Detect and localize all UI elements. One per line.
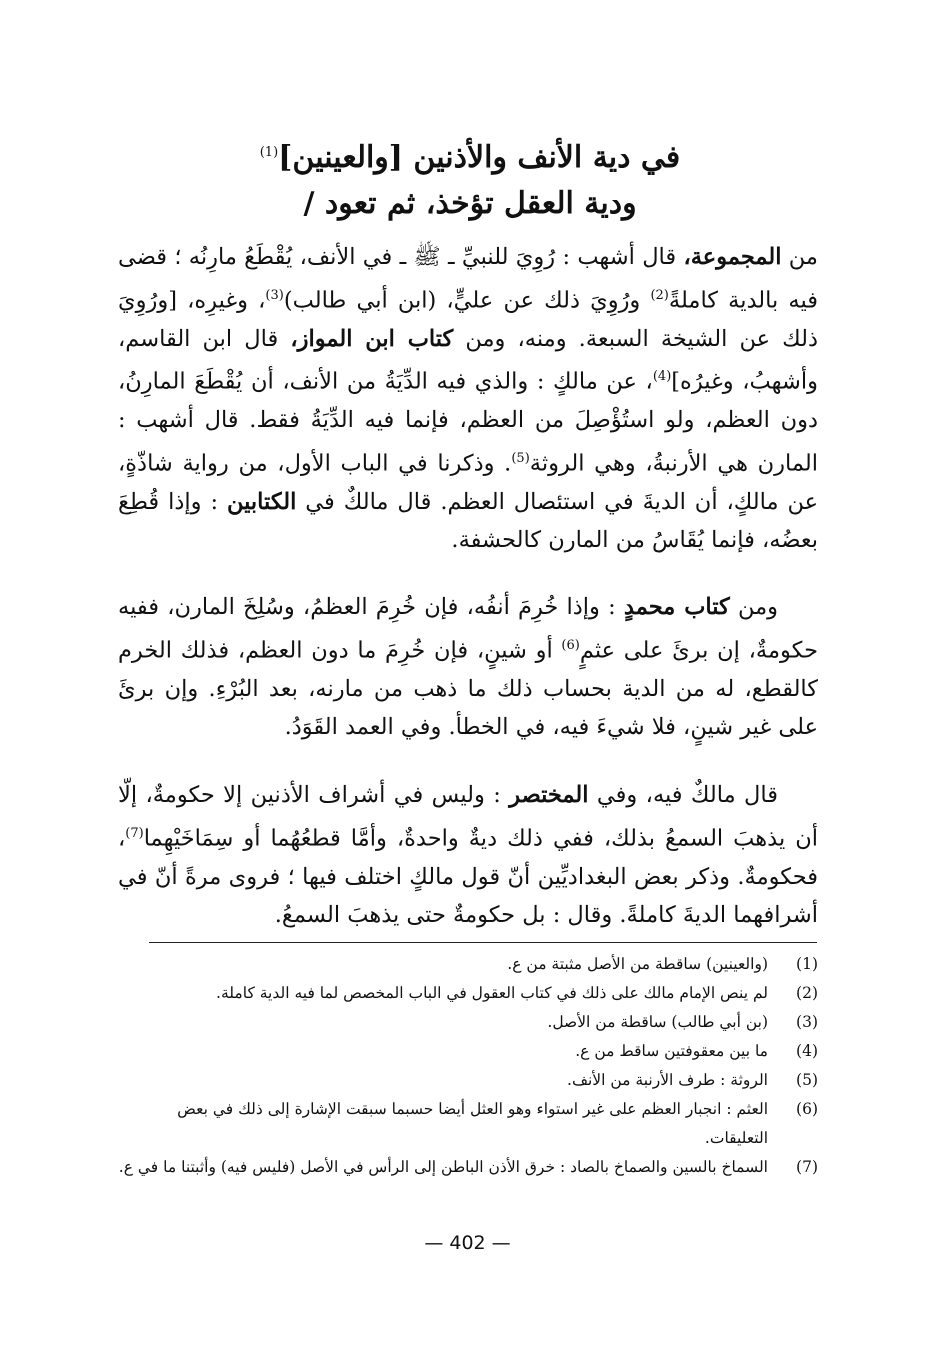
text-run: . وذكرنا في الباب الأول، من رواية شاذّةٍ، عن مالكٍ، أن الديةَ في استئصال العظم. قال مالكٌ في [118,450,818,515]
footnote-number: (1) [796,955,818,973]
chapter-heading [100,130,840,227]
source-title: كتاب ابن المواز، [290,325,454,352]
footnote-ref: (2) [650,287,669,303]
footnote-item [118,1153,818,1182]
footnote-number: (2) [796,984,818,1002]
footnote-item [118,1095,818,1153]
footnote-ref: (6) [561,637,580,653]
footnote-ref: (1) [259,145,279,160]
text-run: قال أشهب : رُوِيَ للنبيِّ ـ ﷺ ـ في الأنف، يُقْطَعُ مارِنُه ؛ قضى فيه بالدية كاملةً [118,244,818,313]
footnote-text: (بن أبي طالب) ساقطة من الأصل. [547,1013,768,1031]
text-run: من [781,244,818,270]
text-run: ورُوِيَ ذلك عن عليٍّ، (ابن أبي طالب) [283,287,651,313]
footnote-ref: (7) [125,825,144,841]
text-run: ومن [729,594,779,620]
page-number: — 402 — [424,1232,511,1254]
footnote-number: (6) [796,1100,818,1118]
footnote-text: السماخ بالسين والصماخ بالصاد : خرق الأذن الباطن إلى الرأس في الأصل (فليس فيه) وأثبتنا ما في ع. [118,1158,768,1176]
text-run: : وليس في أشراف الأذنين إلا حكومةٌ، إلّا أن يذهبَ السمعُ بذلك، ففي ذلك ديةٌ واحدةٌ، وأمَّا قطعُهُما أو سِمَاخَيْهِما [118,782,818,851]
heading-line-2: ودية العقل تؤخذ، ثم تعود / [303,186,637,221]
text-run: : وإذا خُرِمَ أنفُه، فإن خُرِمَ العظمُ، وسُلِخَ المارن، ففيه حكومةٌ، إن برئَ على عثمٍ [118,594,818,663]
text-run: : وإذا قُطِعَ بعضُه، فإنما يُقَاسُ من المارن كالحشفة. [118,488,818,553]
text-run: ، وغيرِه، [ورُوِيَ ذلك عن الشيخة السبعة. ومنه، ومن [118,287,818,352]
footnote-item [118,1008,818,1037]
footnote-text: الروثة : طرف الأرنبة من الأنف. [567,1071,768,1089]
source-title: المختصر [509,782,589,808]
footnote-ref: (5) [511,450,530,466]
paragraph-2 [118,588,818,747]
source-title: المجموعة، [683,244,782,270]
footnote-number: (3) [796,1013,818,1031]
text-run: قال ابن القاسم، وأشهبُ، وغيرُه] [118,325,818,395]
footnote-ref: (4) [652,369,672,384]
heading-line-1-text: في دية الأنف والأذنين [والعينين] [278,140,681,175]
footnote-text: لم ينص الإمام مالك على ذلك في كتاب العقول في الباب المخصص لما فيه الدية كاملة. [216,984,768,1002]
paragraph-3 [118,776,818,935]
source-title: الكتابين [227,488,297,515]
footnote-number: (4) [796,1042,818,1060]
footnote-number: (7) [796,1158,818,1176]
footnote-divider [149,942,817,943]
footnote-item [118,1037,818,1066]
paragraph-1 [118,238,818,560]
source-title: كتاب محمدٍ [623,594,730,620]
footnote-item [118,1066,818,1095]
footnote-item [118,979,818,1008]
footnote-text: ما بين معقوفتين ساقط من ع. [575,1042,768,1060]
footnote-ref: (3) [265,287,284,303]
footnote-item [118,950,818,979]
footnote-text: (والعينين) ساقطة من الأصل مثبتة من ع. [507,955,768,973]
footnote-text: العثم : انجبار العظم على غير استواء وهو العثل أيضا حسبما سبقت الإشارة إلى ذلك في بعض التعليقات. [177,1100,768,1147]
footnote-number: (5) [796,1071,818,1089]
footnotes [118,950,818,1182]
text-run: أو شينٍ، فإن خُرِمَ ما دون العظم، فذلك الخرم كالقطع، له من الدية بحساب ذلك ما ذهب من مارنه، بعد البُرْءِ. وإن برئَ على غير شينٍ، فلا شيءَ فيه، في الخطأ. وفي العمد القَوَدُ. [118,637,818,740]
text-run: قال مالكٌ فيه، وفي [588,782,778,808]
heading-line-1 [100,130,840,181]
text-run: ، عن مالكٍ : والذي فيه الدِّيَةُ من الأنف، أن يُقْطَعَ المارِنُ، دون العظم، ولو استُؤْصِلَ من العظم، فإنما فيه الدِّيَةُ فقط. قال أشهب : المارن هي الأرنبةُ، وهي الروثة [118,368,818,476]
text-run: ، فحكومةٌ. وذكر بعض البغداديِّين أنّ قول مالكٍ اختلف فيها ؛ فروى مرةً أنّ في أشرافهما الديةَ كاملةً. وقال : بل حكومةٌ حتى يذهبَ السمعُ. [118,825,818,928]
